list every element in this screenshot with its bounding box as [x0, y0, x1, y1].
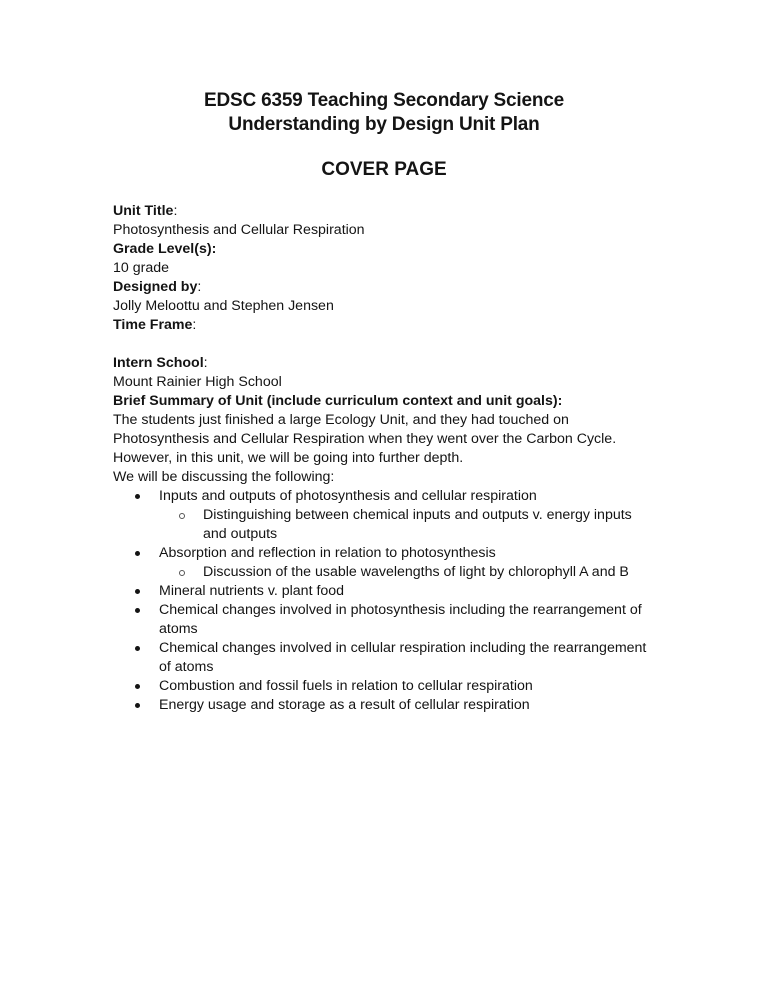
intern-school-label: Intern School:: [113, 355, 208, 371]
subtopics-list: [159, 563, 658, 582]
cover-page-heading: COVER PAGE: [321, 159, 447, 180]
intern-school-value: Mount Rainier High School: [113, 374, 282, 390]
plan-subtitle: Understanding by Design Unit Plan: [228, 114, 540, 135]
grade-levels-label: Grade Level(s):: [113, 241, 217, 257]
topic-item: Chemical changes involved in cellular respiration including the rearrangement of atoms: [113, 639, 658, 677]
bullet-icon: [135, 551, 140, 556]
subtopic-item: Distinguishing between chemical inputs and outputs v. energy inputs and outputs: [159, 506, 658, 544]
topic-item: Energy usage and storage as a result of cellular respiration: [113, 696, 658, 715]
time-frame-label: Time Frame:: [113, 317, 197, 333]
topic-item: Chemical changes involved in photosynthesis including the rearrangement of atoms: [113, 601, 658, 639]
grade-levels-value: 10 grade: [113, 260, 170, 276]
brief-summary-intro: We will be discussing the following:: [113, 469, 335, 485]
topic-item: Absorption and reflection in relation to photosynthesis Discussion of the usable wavelengths of light by chlorophyll A and B: [113, 544, 658, 582]
document-title: [0, 89, 768, 137]
bullet-icon: [135, 608, 140, 613]
topic-item: Inputs and outputs of photosynthesis and cellular respiration Distinguishing between chemical inputs and outputs v. energy inputs and outputs: [113, 487, 658, 544]
hollow-bullet-icon: [179, 513, 185, 519]
hollow-bullet-icon: [179, 570, 185, 576]
unit-title-label: Unit Title:: [113, 203, 178, 219]
topic-item: Combustion and fossil fuels in relation to cellular respiration: [113, 677, 658, 696]
bullet-icon: [135, 646, 140, 651]
time-frame-value: [113, 335, 658, 354]
brief-summary-paragraph: The students just finished a large Ecology Unit, and they had touched on Photosynthesis and Cellular Respiration when they went over the Carbon Cycle. However, in this unit, we will be going into further depth.: [113, 412, 617, 466]
bullet-icon: [135, 589, 140, 594]
bullet-icon: [135, 684, 140, 689]
bullet-icon: [135, 703, 140, 708]
subtopic-item: Discussion of the usable wavelengths of light by chlorophyll A and B: [159, 563, 658, 582]
designed-by-value: Jolly Meloottu and Stephen Jensen: [113, 298, 334, 314]
unit-title-value: Photosynthesis and Cellular Respiration: [113, 222, 365, 238]
topics-list: [113, 487, 658, 715]
course-title: EDSC 6359 Teaching Secondary Science: [204, 90, 564, 111]
brief-summary-label: Brief Summary of Unit (include curriculum context and unit goals):: [113, 393, 563, 409]
bullet-icon: [135, 494, 140, 499]
designed-by-label: Designed by:: [113, 279, 202, 295]
topic-item: Mineral nutrients v. plant food: [113, 582, 658, 601]
subtopics-list: [159, 506, 658, 544]
cover-content: [113, 202, 658, 715]
